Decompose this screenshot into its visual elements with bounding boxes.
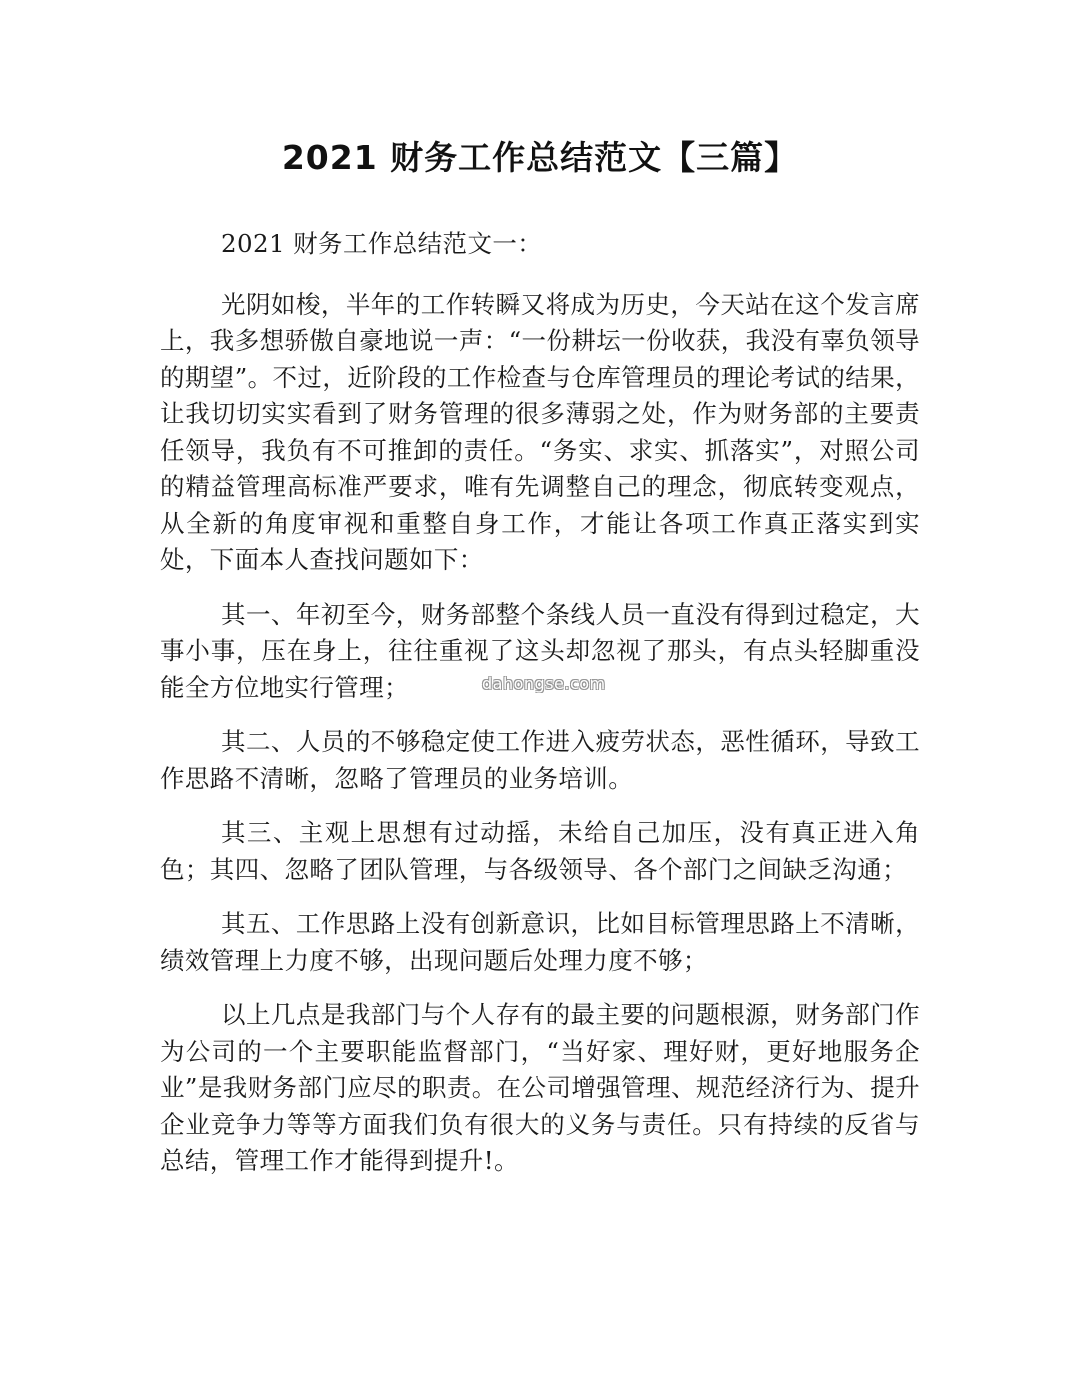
paragraph-conclusion: 以上几点是我部门与个人存有的最主要的问题根源，财务部门作为公司的一个主要职能监督部门，“当好家、理好财，更好地服务企业”是我财务部门应尽的职责。在公司增强管理、规范经济行为、提升企业竞争力等等方面我们负有很大的义务与责任。只有持续的反省与总结，管理工作才能得到提升!。 xyxy=(160,1000,920,1175)
watermark: dahongse.com xyxy=(482,674,606,693)
document-body xyxy=(160,226,920,1198)
paragraph-intro: 光阴如梭，半年的工作转瞬又将成为历史，今天站在这个发言席上，我多想骄傲自豪地说一声：“一份耕坛一份收获，我没有辜负领导的期望”。不过，近阶段的工作检查与仓库管理员的理论考试的结果，让我切切实实看到了财务管理的很多薄弱之处，作为财务部的主要责任领导，我负有不可推卸的责任。“务实、求实、抓落实”，对照公司的精益管理高标准严要求，唯有先调整自己的理念，彻底转变观点，从全新的角度审视和重整自身工作，才能让各项工作真正落实到实处，下面本人查找问题如下： xyxy=(160,289,920,574)
document-title: 2021 财务工作总结范文【三篇】 xyxy=(281,138,799,177)
paragraph-point-1: 其一、年初至今，财务部整个条线人员一直没有得到过稳定，大事小事，压在身上，往往重视了这头却忽视了那头，有点头轻脚重没能全方位地实行管理； xyxy=(160,599,920,702)
paragraph-point-2: 其二、人员的不够稳定使工作进入疲劳状态，恶性循环，导致工作思路不清晰，忽略了管理员的业务培训。 xyxy=(160,727,920,793)
section-heading: 2021 财务工作总结范文一： xyxy=(221,229,543,258)
paragraph-point-5: 其五、工作思路上没有创新意识，比如目标管理思路上不清晰，绩效管理上力度不够，出现问题后处理力度不够； xyxy=(160,909,920,975)
paragraph-point-3-4: 其三、主观上思想有过动摇，未给自己加压，没有真正进入角色；其四、忽略了团队管理，与各级领导、各个部门之间缺乏沟通； xyxy=(160,818,920,884)
